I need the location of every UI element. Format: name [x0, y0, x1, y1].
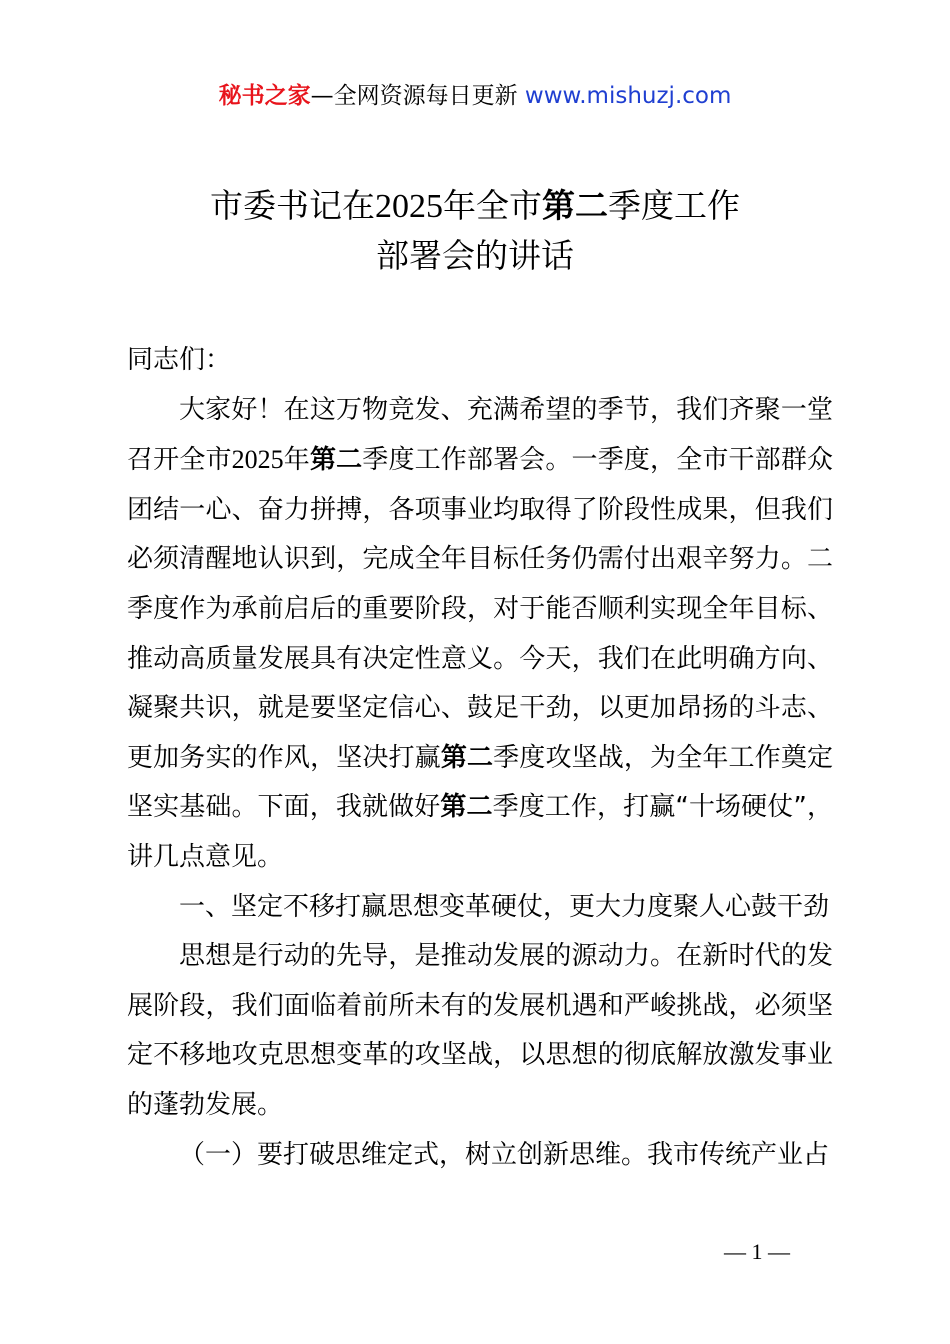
title-bold-text: 第二	[542, 186, 608, 225]
paragraph-text: 季度工作部署会。一季度，全市干部群众团结一心、奋力拼搏，各项事业均取得了阶段性成果，但我们必须清醒地认识到，完成全年目标任务仍需付出艰辛努力。二季度作为承前启后的重要阶段，对于能否顺利实现全年目标、推动高质量发展具有决定性意义。今天，我们在此明确方向、凝聚共识，就是要坚定信心、鼓足干劲，以更加昂扬的斗志、更加务实的作风，坚决打赢	[127, 445, 833, 773]
document-title-line-1	[0, 183, 950, 230]
paragraph-text: 季度工作，打赢“十场硬仗”，讲几点意见。	[127, 792, 833, 872]
salutation: 同志们：	[127, 345, 232, 375]
paragraph-text: 年	[283, 445, 310, 476]
header-slogan: —全网资源每日更新	[310, 83, 518, 109]
bold-text: 第二	[440, 792, 493, 823]
subsection-paragraph-1: （一）要打破思维定式，树立创新思维。我市传统产业占	[179, 1139, 830, 1170]
paragraph-opening	[127, 386, 833, 883]
brand-name: 秘书之家	[218, 83, 311, 109]
title-text: 市委书记在	[210, 186, 375, 225]
section-heading-1: 一、坚定不移打赢思想变革硬仗，更大力度聚人心鼓干劲	[179, 891, 830, 922]
bold-text: 第二	[440, 742, 494, 773]
title-year: 2025	[375, 188, 443, 225]
title-text: 季度工作	[608, 186, 740, 225]
document-title-line-2: 部署会的讲话	[376, 236, 574, 275]
site-url[interactable]: www.mishuzj.com	[524, 83, 732, 109]
year-text: 2025	[231, 445, 284, 475]
bold-text: 第二	[309, 445, 363, 476]
title-text: 年全市	[443, 186, 542, 225]
site-header	[0, 80, 950, 112]
paragraph-text: 大家好！在这万物竞发、充满希望的季节，我们齐聚一堂召开全市	[127, 394, 833, 476]
paragraph-section-1: 思想是行动的先导，是推动发展的源动力。在新时代的发展阶段，我们面临着前所未有的发展机遇和严峻挑战，必须坚定不移地攻克思想变革的攻坚战，以思想的彻底解放激发事业的蓬勃发展。	[127, 941, 833, 1120]
document-body	[127, 336, 833, 1180]
paragraph-text: 季度攻坚战，为全年工作奠定坚实基础。下面，我就做好	[127, 742, 833, 823]
page-number: — 1 —	[724, 1239, 790, 1264]
